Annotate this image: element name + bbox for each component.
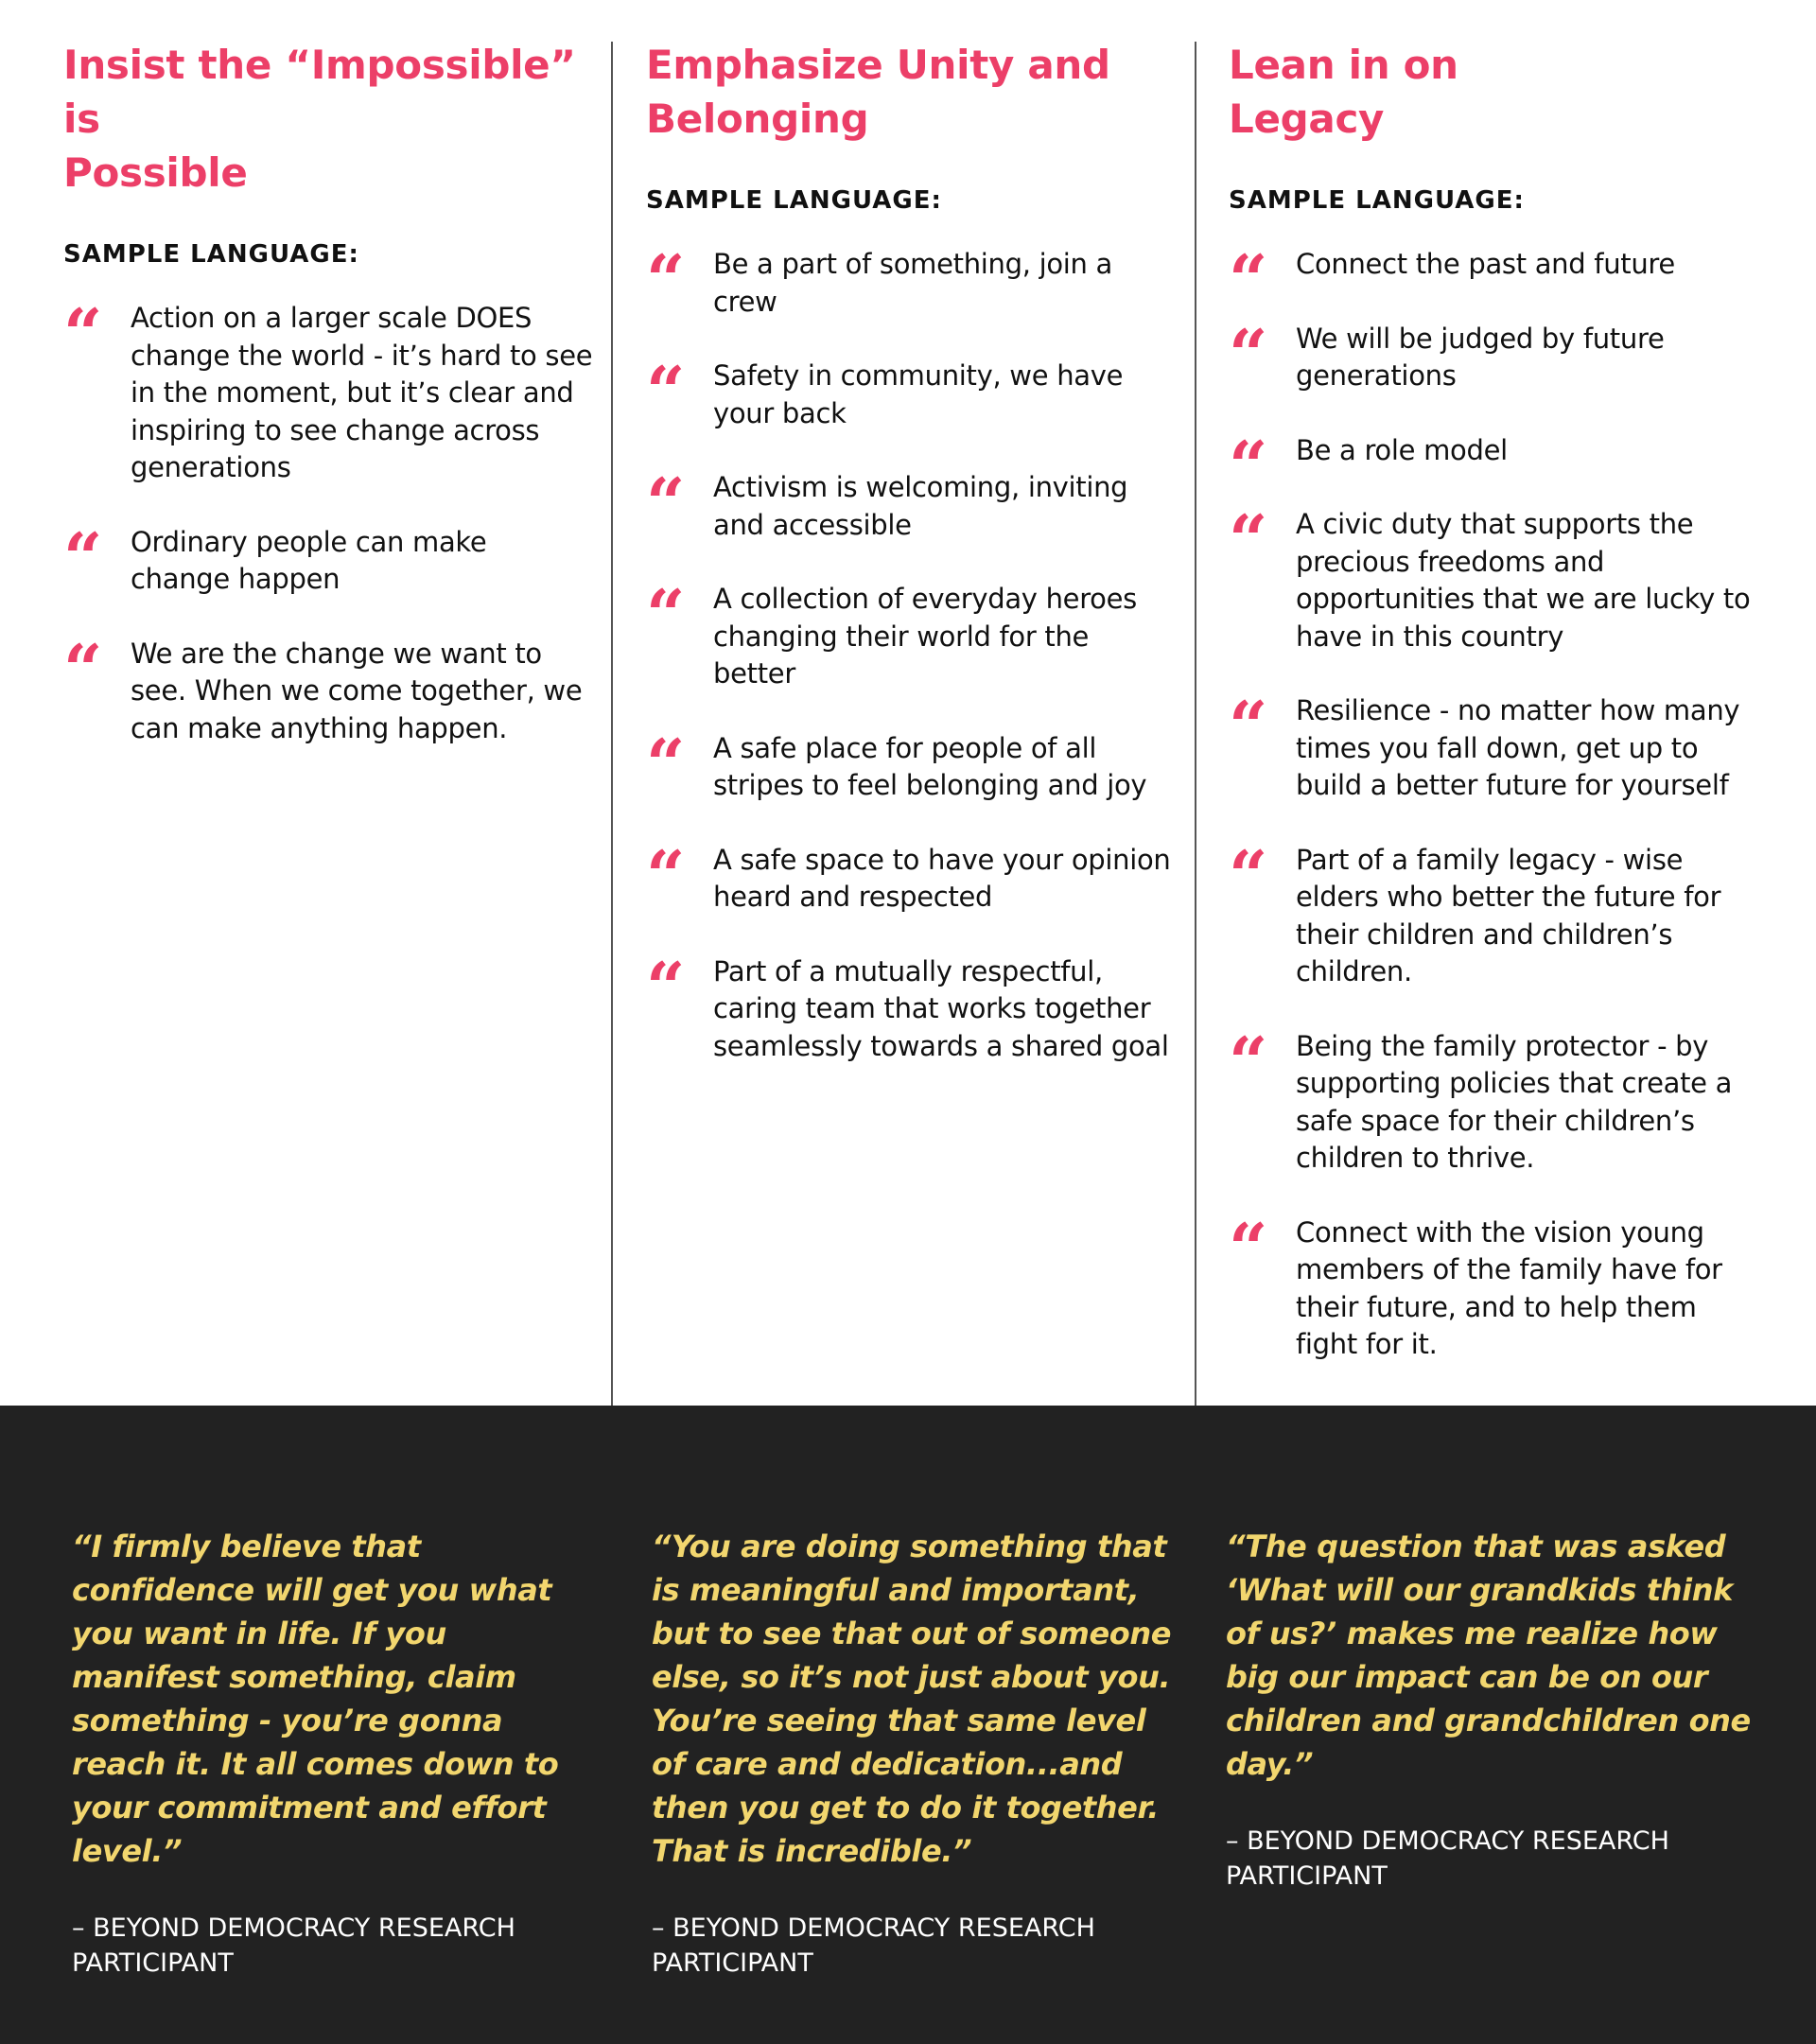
quote-mark-icon: “ — [63, 628, 99, 709]
quote-mark-icon: “ — [63, 293, 99, 374]
sample-language-text: Action on a larger scale DOES change the world - it’s hard to see in the moment, but it’s clear and inspiring to see change across generations — [131, 302, 593, 483]
sample-language-text: We are the change we want to see. When we come together, we can make anything happen. — [131, 637, 583, 744]
sample-language-item — [646, 723, 1176, 805]
sample-language-item — [1229, 313, 1758, 395]
sample-language-text: Be a role model — [1296, 433, 1508, 466]
testimonial-attribution: – BEYOND DEMOCRACY RESEARCH PARTICIPANT — [1226, 1826, 1669, 1891]
testimonial-quote: “The question that was asked ‘What will our grandkids think of us?’ makes me realize how big our impact can be on our children and grandchildren one day.” — [1226, 1529, 1751, 1782]
sample-language-list — [1229, 239, 1758, 1364]
sample-language-item — [1229, 1207, 1758, 1364]
quote-mark-icon: “ — [646, 574, 682, 655]
sample-language-text: Connect the past and future — [1296, 248, 1675, 280]
column-impossible-is-possible — [63, 0, 593, 784]
quote-mark-icon: “ — [1229, 686, 1265, 766]
sample-language-label: SAMPLE LANGUAGE: — [1229, 186, 1525, 215]
sample-language-text: A civic duty that supports the precious freedoms and opportunities that we are lucky to have in this country — [1296, 508, 1751, 653]
sample-language-text: A safe place for people of all stripes to feel belonging and joy — [713, 731, 1147, 801]
sample-language-item — [646, 351, 1176, 432]
quote-mark-icon: “ — [646, 351, 682, 431]
sample-language-text: A safe space to have your opinion heard and respected — [713, 843, 1171, 913]
quote-mark-icon: “ — [1229, 834, 1265, 916]
quote-mark-icon: “ — [646, 463, 682, 543]
sample-language-text: Part of a family legacy - wise elders who better the future for their children and children’s children. — [1296, 843, 1721, 987]
sample-language-item — [1229, 239, 1758, 320]
sample-language-item — [63, 293, 593, 487]
testimonial-quote: “I firmly believe that confidence will get you what you want in life. If you manifest something, claim something - you’re gonna reach it. It all comes down to your commitment and effort level.” — [72, 1529, 559, 1869]
quote-mark-icon: “ — [646, 834, 682, 916]
sample-language-text: We will be judged by future generations — [1296, 322, 1665, 392]
quote-mark-icon: “ — [1229, 239, 1265, 320]
testimonial-attribution: – BEYOND DEMOCRACY RESEARCH PARTICIPANT — [652, 1913, 1095, 1978]
column-heading: Lean in on Legacy — [1229, 42, 1458, 142]
sample-language-text: Safety in community, we have your back — [713, 359, 1124, 429]
column-heading: Insist the “Impossible” is Possible — [63, 42, 576, 196]
sample-language-item — [646, 946, 1176, 1066]
testimonial-attribution: – BEYOND DEMOCRACY RESEARCH PARTICIPANT — [72, 1913, 515, 1978]
sample-language-label: SAMPLE LANGUAGE: — [646, 186, 942, 215]
testimonial-card — [72, 1525, 602, 1981]
sample-language-item — [646, 239, 1176, 321]
sample-language-item — [1229, 425, 1758, 506]
quote-mark-icon: “ — [1229, 1021, 1265, 1102]
column-divider — [1195, 42, 1196, 1406]
quote-mark-icon: “ — [1229, 1207, 1265, 1288]
sample-language-text: A collection of everyday heroes changing their world for the better — [713, 583, 1137, 690]
testimonials-band — [0, 1406, 1816, 2044]
quote-mark-icon: “ — [63, 516, 99, 598]
sample-language-text: Be a part of something, join a crew — [713, 248, 1113, 318]
column-heading: Emphasize Unity and Belonging — [646, 42, 1110, 142]
quote-mark-icon: “ — [1229, 313, 1265, 394]
sample-language-text: Being the family protector - by supporting policies that create a safe space for their children’s children to thrive. — [1296, 1029, 1733, 1174]
quote-mark-icon: “ — [1229, 425, 1265, 506]
sample-language-text: Part of a mutually respectful, caring team that works together seamlessly towards a shared goal — [713, 954, 1169, 1062]
testimonial-card — [652, 1525, 1181, 1981]
sample-language-item — [1229, 499, 1758, 655]
sample-language-text: Connect with the vision young members of the family have for their future, and to help them fight for it. — [1296, 1215, 1722, 1360]
quote-mark-icon: “ — [646, 946, 682, 1027]
sample-language-item — [1229, 834, 1758, 991]
column-unity-and-belonging — [646, 0, 1176, 1102]
sample-language-list — [63, 293, 593, 747]
sample-language-item — [646, 574, 1176, 693]
sample-language-item — [1229, 686, 1758, 805]
sample-language-label: SAMPLE LANGUAGE: — [63, 240, 359, 269]
column-divider — [611, 42, 613, 1406]
quote-mark-icon: “ — [646, 239, 682, 320]
sample-language-text: Resilience - no matter how many times you fall down, get up to build a better future for yourself — [1296, 694, 1740, 801]
sample-language-item — [646, 463, 1176, 544]
column-legacy — [1229, 0, 1758, 1401]
sample-language-text: Ordinary people can make change happen — [131, 525, 487, 595]
quote-mark-icon: “ — [646, 723, 682, 804]
sample-language-text: Activism is welcoming, inviting and accessible — [713, 471, 1128, 541]
sample-language-item — [646, 834, 1176, 917]
sample-language-item — [63, 628, 593, 748]
sample-language-item — [63, 516, 593, 599]
testimonial-quote: “You are doing something that is meaningful and important, but to see that out of someone else, so it’s not just about you. You’re seeing that same level of care and dedication...and then you get to do it together. That is incredible.” — [652, 1529, 1172, 1869]
sample-language-list — [646, 239, 1176, 1065]
testimonial-card — [1226, 1525, 1765, 1894]
quote-mark-icon: “ — [1229, 499, 1265, 580]
sample-language-item — [1229, 1021, 1758, 1178]
